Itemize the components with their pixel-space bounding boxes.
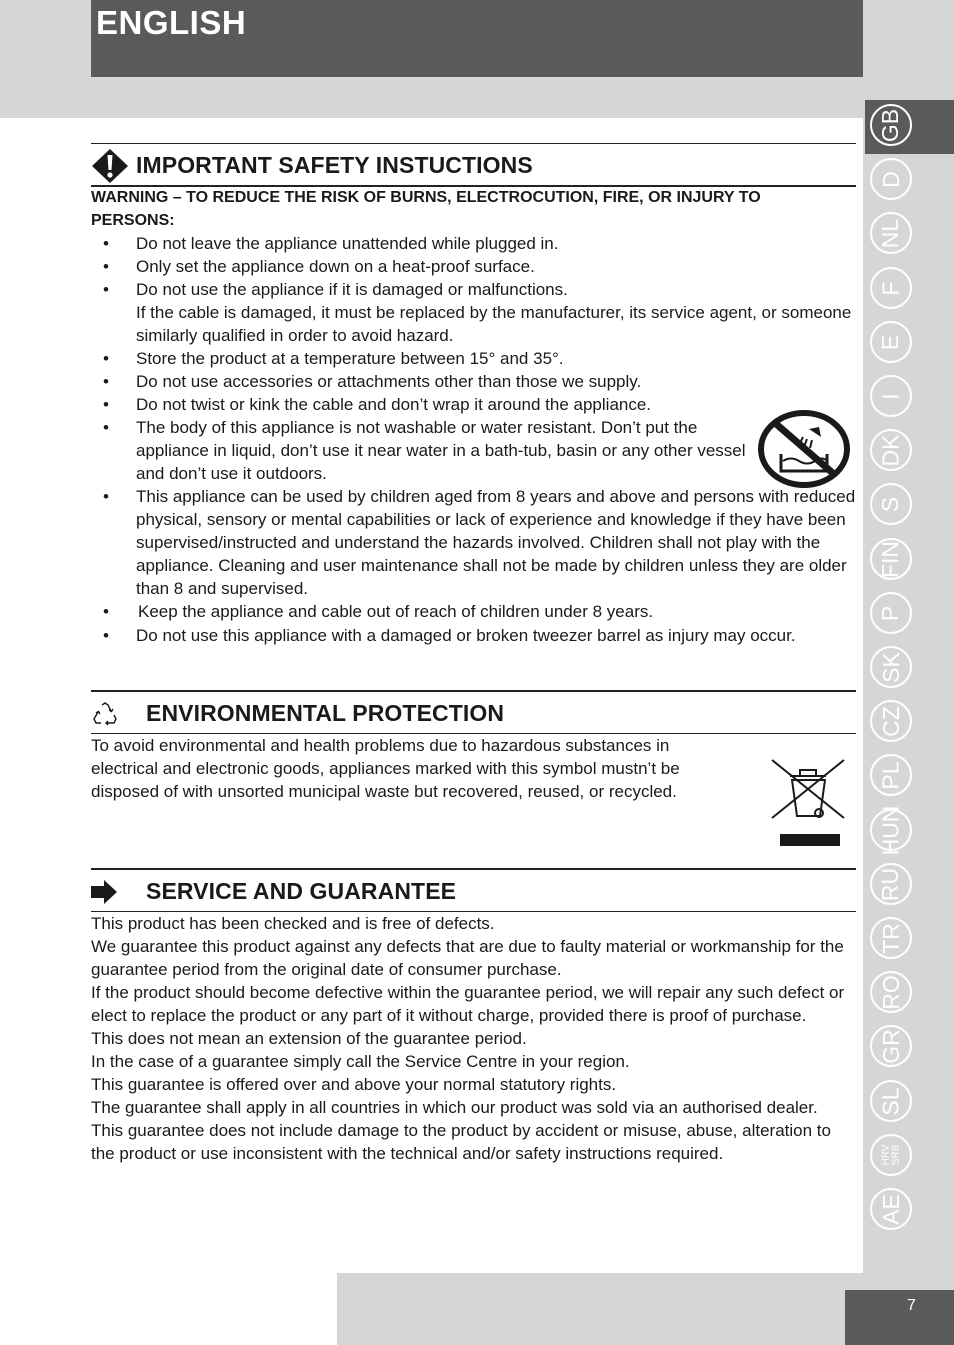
language-tab-d[interactable] — [870, 158, 912, 200]
section-rule — [91, 690, 856, 692]
language-tab-label: HRV SRB — [880, 1144, 901, 1166]
language-tab-label: FIN — [877, 540, 904, 578]
language-tab-gb[interactable] — [870, 104, 912, 146]
language-tab-ro[interactable] — [870, 971, 912, 1013]
section-rule — [91, 868, 856, 870]
language-tab-dk[interactable] — [870, 429, 912, 471]
exclamation-warning-icon — [91, 148, 129, 184]
service-paragraph: This guarantee does not include damage to the product by accident or misuse, abuse, alteration to the product or use inconsistent with the technical and/or safety instructions required. — [91, 1121, 831, 1163]
list-item-text: Do not use the appliance if it is damaged or malfunctions. — [136, 280, 568, 299]
language-tab-label: RO — [877, 974, 904, 1010]
language-tab-label: HUN — [877, 805, 904, 855]
language-tab-label: SK — [877, 651, 904, 683]
section-rule — [91, 143, 856, 144]
language-tab-label: D — [877, 170, 904, 188]
no-water-immersion-icon — [757, 409, 851, 489]
language-tab-e[interactable] — [870, 321, 912, 363]
service-paragraph: We guarantee this product against any defects that are due to faulty material or workmanship for the guarantee period from the original date of consumer purchase. — [91, 937, 844, 979]
language-tab-label: S — [877, 496, 904, 512]
cable-note: If the cable is damaged, it must be replaced by the manufacturer, its service agent, or someone similarly qualified in order to avoid hazard. — [136, 303, 852, 345]
language-tab-i[interactable] — [870, 375, 912, 417]
language-tab-nl[interactable] — [870, 212, 912, 254]
service-paragraph: If the product should become defective within the guarantee period, we will repair any such defect or elect to replace the product or any part of it without charge, provided there is proof of purchase. — [91, 983, 845, 1025]
language-tab-label: SL — [877, 1086, 904, 1116]
language-tab-tr[interactable] — [870, 917, 912, 959]
crossed-out-wheelie-bin-icon — [770, 756, 846, 848]
service-paragraph: This product has been checked and is free of defects. — [91, 914, 495, 933]
list-item: • Do not leave the appliance unattended while plugged in. — [91, 232, 861, 255]
language-tab-ae[interactable] — [870, 1188, 912, 1230]
service-paragraph: This guarantee is offered over and above your normal statutory rights. — [91, 1075, 617, 1094]
safety-list — [91, 232, 861, 647]
language-tab-label: GB — [877, 108, 904, 142]
language-tab-label: F — [877, 280, 904, 296]
language-tab-label: NL — [877, 218, 904, 248]
environment-title: ENVIRONMENTAL PROTECTION — [146, 700, 505, 726]
language-tab-cz[interactable] — [870, 700, 912, 742]
language-tab-label: E — [877, 334, 904, 350]
service-title: SERVICE AND GUARANTEE — [146, 878, 457, 904]
page-number: 7 — [907, 1297, 916, 1314]
service-paragraph: This does not mean an extension of the guarantee period. — [91, 1029, 527, 1048]
list-item: • Do not twist or kink the cable and don’t wrap it around the appliance. — [91, 393, 861, 416]
service-paragraph: In the case of a guarantee simply call the Service Centre in your region. — [91, 1052, 630, 1071]
safety-warning: WARNING – TO REDUCE THE RISK OF BURNS, ELECTROCUTION, FIRE, OR INJURY TO PERSONS: — [91, 189, 761, 229]
list-item: • Only set the appliance down on a heat-proof surface. — [91, 255, 861, 278]
language-tab-label: RU — [877, 867, 904, 901]
language-tab-label: I — [877, 392, 904, 400]
environment-text: To avoid environmental and health problems due to hazardous substances in electrical and electronic goods, appliances marked with this symbol mustn’t be disposed of with unsorted municipal waste but recovered, reused, or recycled. — [91, 736, 680, 801]
language-tab-p[interactable] — [870, 592, 912, 634]
language-tab-s[interactable] — [870, 483, 912, 525]
language-tab-hun[interactable] — [870, 805, 912, 855]
language-tab-sk[interactable] — [870, 646, 912, 688]
language-tab-ru[interactable] — [870, 863, 912, 905]
list-item — [91, 278, 861, 347]
language-tab-label: AE — [877, 1193, 904, 1225]
recycle-icon — [92, 701, 118, 727]
language-tab-label: TR — [877, 922, 904, 954]
header-box — [91, 0, 863, 77]
right-arrow-icon — [91, 880, 117, 904]
safety-title: IMPORTANT SAFETY INSTUCTIONS — [136, 152, 533, 178]
language-tab-gr[interactable] — [870, 1025, 912, 1067]
language-tab-hrv-srb[interactable] — [870, 1134, 912, 1176]
language-tab-fin[interactable] — [870, 538, 912, 580]
service-paragraph: The guarantee shall apply in all countries in which our product was sold via an authorised dealer. — [91, 1098, 818, 1117]
list-item: • Store the product at a temperature between 15° and 35°. — [91, 347, 861, 370]
list-item: • Keep the appliance and cable out of reach of children under 8 years. — [91, 600, 861, 623]
language-tab-f[interactable] — [870, 267, 912, 309]
list-item: • The body of this appliance is not washable or water resistant. Don’t put the appliance in liquid, don’t use it near water in a bath-tub, basin or any other vessel and don’t use it outdoors. — [91, 416, 861, 485]
service-body — [91, 912, 859, 1165]
language-tab-label: P — [877, 605, 904, 621]
list-item: • Do not use accessories or attachments other than those we supply. — [91, 370, 861, 393]
language-tab-label: DK — [877, 434, 904, 466]
language-tab-label: CZ — [877, 705, 904, 737]
page-number-box — [845, 1290, 954, 1345]
language-tab-label: GR — [877, 1028, 904, 1064]
list-item: • This appliance can be used by children aged from 8 years and above and persons with reduced physical, sensory or mental capabilities or lack of experience and knowledge if they have been supervised/instructed and understand the hazards involved. Children shall not play with the appliance. Cleaning and user maintenance shall not be made by children unless they are older than 8 and supervised. — [91, 485, 861, 600]
language-tab-label: PL — [877, 760, 904, 790]
language-tab-pl[interactable] — [870, 754, 912, 796]
language-tab-sl[interactable] — [870, 1080, 912, 1122]
list-item: • Do not use this appliance with a damaged or broken tweezer barrel as injury may occur. — [91, 624, 861, 647]
page-title: ENGLISH — [96, 4, 247, 41]
